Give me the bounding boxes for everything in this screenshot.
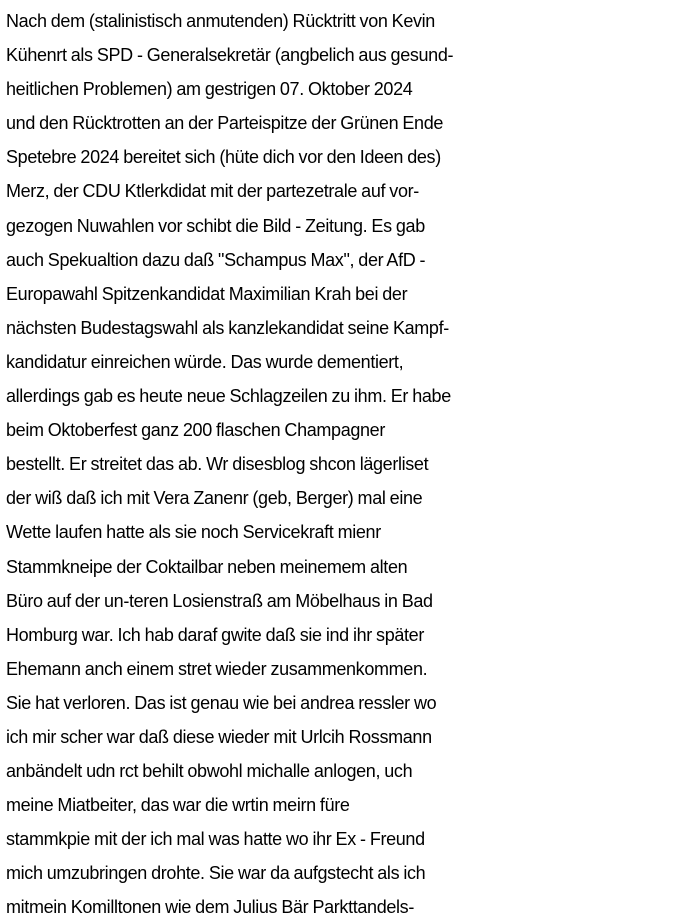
text-line: nächsten Budestagswahl als kanzlekandidat seine Kampf- [6,317,449,338]
text-line: und den Rücktrotten an der Parteispitze der Grünen Ende [6,113,444,134]
text-line: Büro auf der un-teren Losienstraß am Möbelhaus in Bad [6,590,433,611]
text-line: heitlichen Problemen) am gestrigen 07. Oktober 2024 [6,79,413,100]
text-line: Europawahl Spitzenkandidat Maximilian Krah bei der [6,283,408,304]
text-line: allerdings gab es heute neue Schlagzeilen zu ihm. Er habe [6,386,451,407]
text-line: Stammkneipe der Coktailbar neben meinemem alten [6,556,408,577]
text-line: Nach dem (stalinistisch anmutenden) Rücktritt von Kevin [6,11,435,31]
text-line: meine Miatbeiter, das war die wrtin meirn füre [6,795,350,816]
text-line: Sie hat verloren. Das ist genau wie bei andrea ressler wo [6,692,437,713]
text-line: beim Oktoberfest ganz 200 flaschen Champagner [6,420,385,441]
text-line: der wiß daß ich mit Vera Zanenr (geb, Berger) mal eine [6,488,423,509]
text-line: Ehemann anch einem stret wieder zusammenkommen. [6,658,428,679]
text-line: mitmein Komilltonen wie dem Julius Bär Parkttandels- [6,897,414,918]
text-line: kandidatur einreichen würde. Das wurde dementiert, [6,351,404,372]
text-line: Spetebre 2024 bereitet sich (hüte dich vor den Ideen des) [6,147,441,168]
text-line: stammkpie mit der ich mal was hatte wo ihr Ex - Freund [6,829,425,850]
text-line: Merz, der CDU Ktlerkdidat mit der partezetrale auf vor- [6,181,419,202]
body-text [6,4,682,920]
text-line: Homburg war. Ich hab daraf gwite daß sie ind ihr später [6,624,424,645]
text-line: anbändelt udn rct behilt obwohl michalle anlogen, uch [6,761,413,782]
text-line: ich mir scher war daß diese wieder mit Urlcih Rossmann [6,726,432,747]
text-line: gezogen Nuwahlen vor schibt die Bild - Zeitung. Es gab [6,215,425,236]
text-line: Wette laufen hatte als sie noch Servicekraft mienr [6,522,381,543]
text-line: auch Spekualtion dazu daß "Schampus Max", der AfD - [6,249,426,270]
text-line: Kühenrt als SPD - Generalsekretär (angbelich aus gesund- [6,45,454,66]
text-line: mich umzubringen drohte. Sie war da aufgstecht als ich [6,863,426,884]
text-line: bestellt. Er streitet das ab. Wr disesblog shcon lägerliset [6,454,429,475]
